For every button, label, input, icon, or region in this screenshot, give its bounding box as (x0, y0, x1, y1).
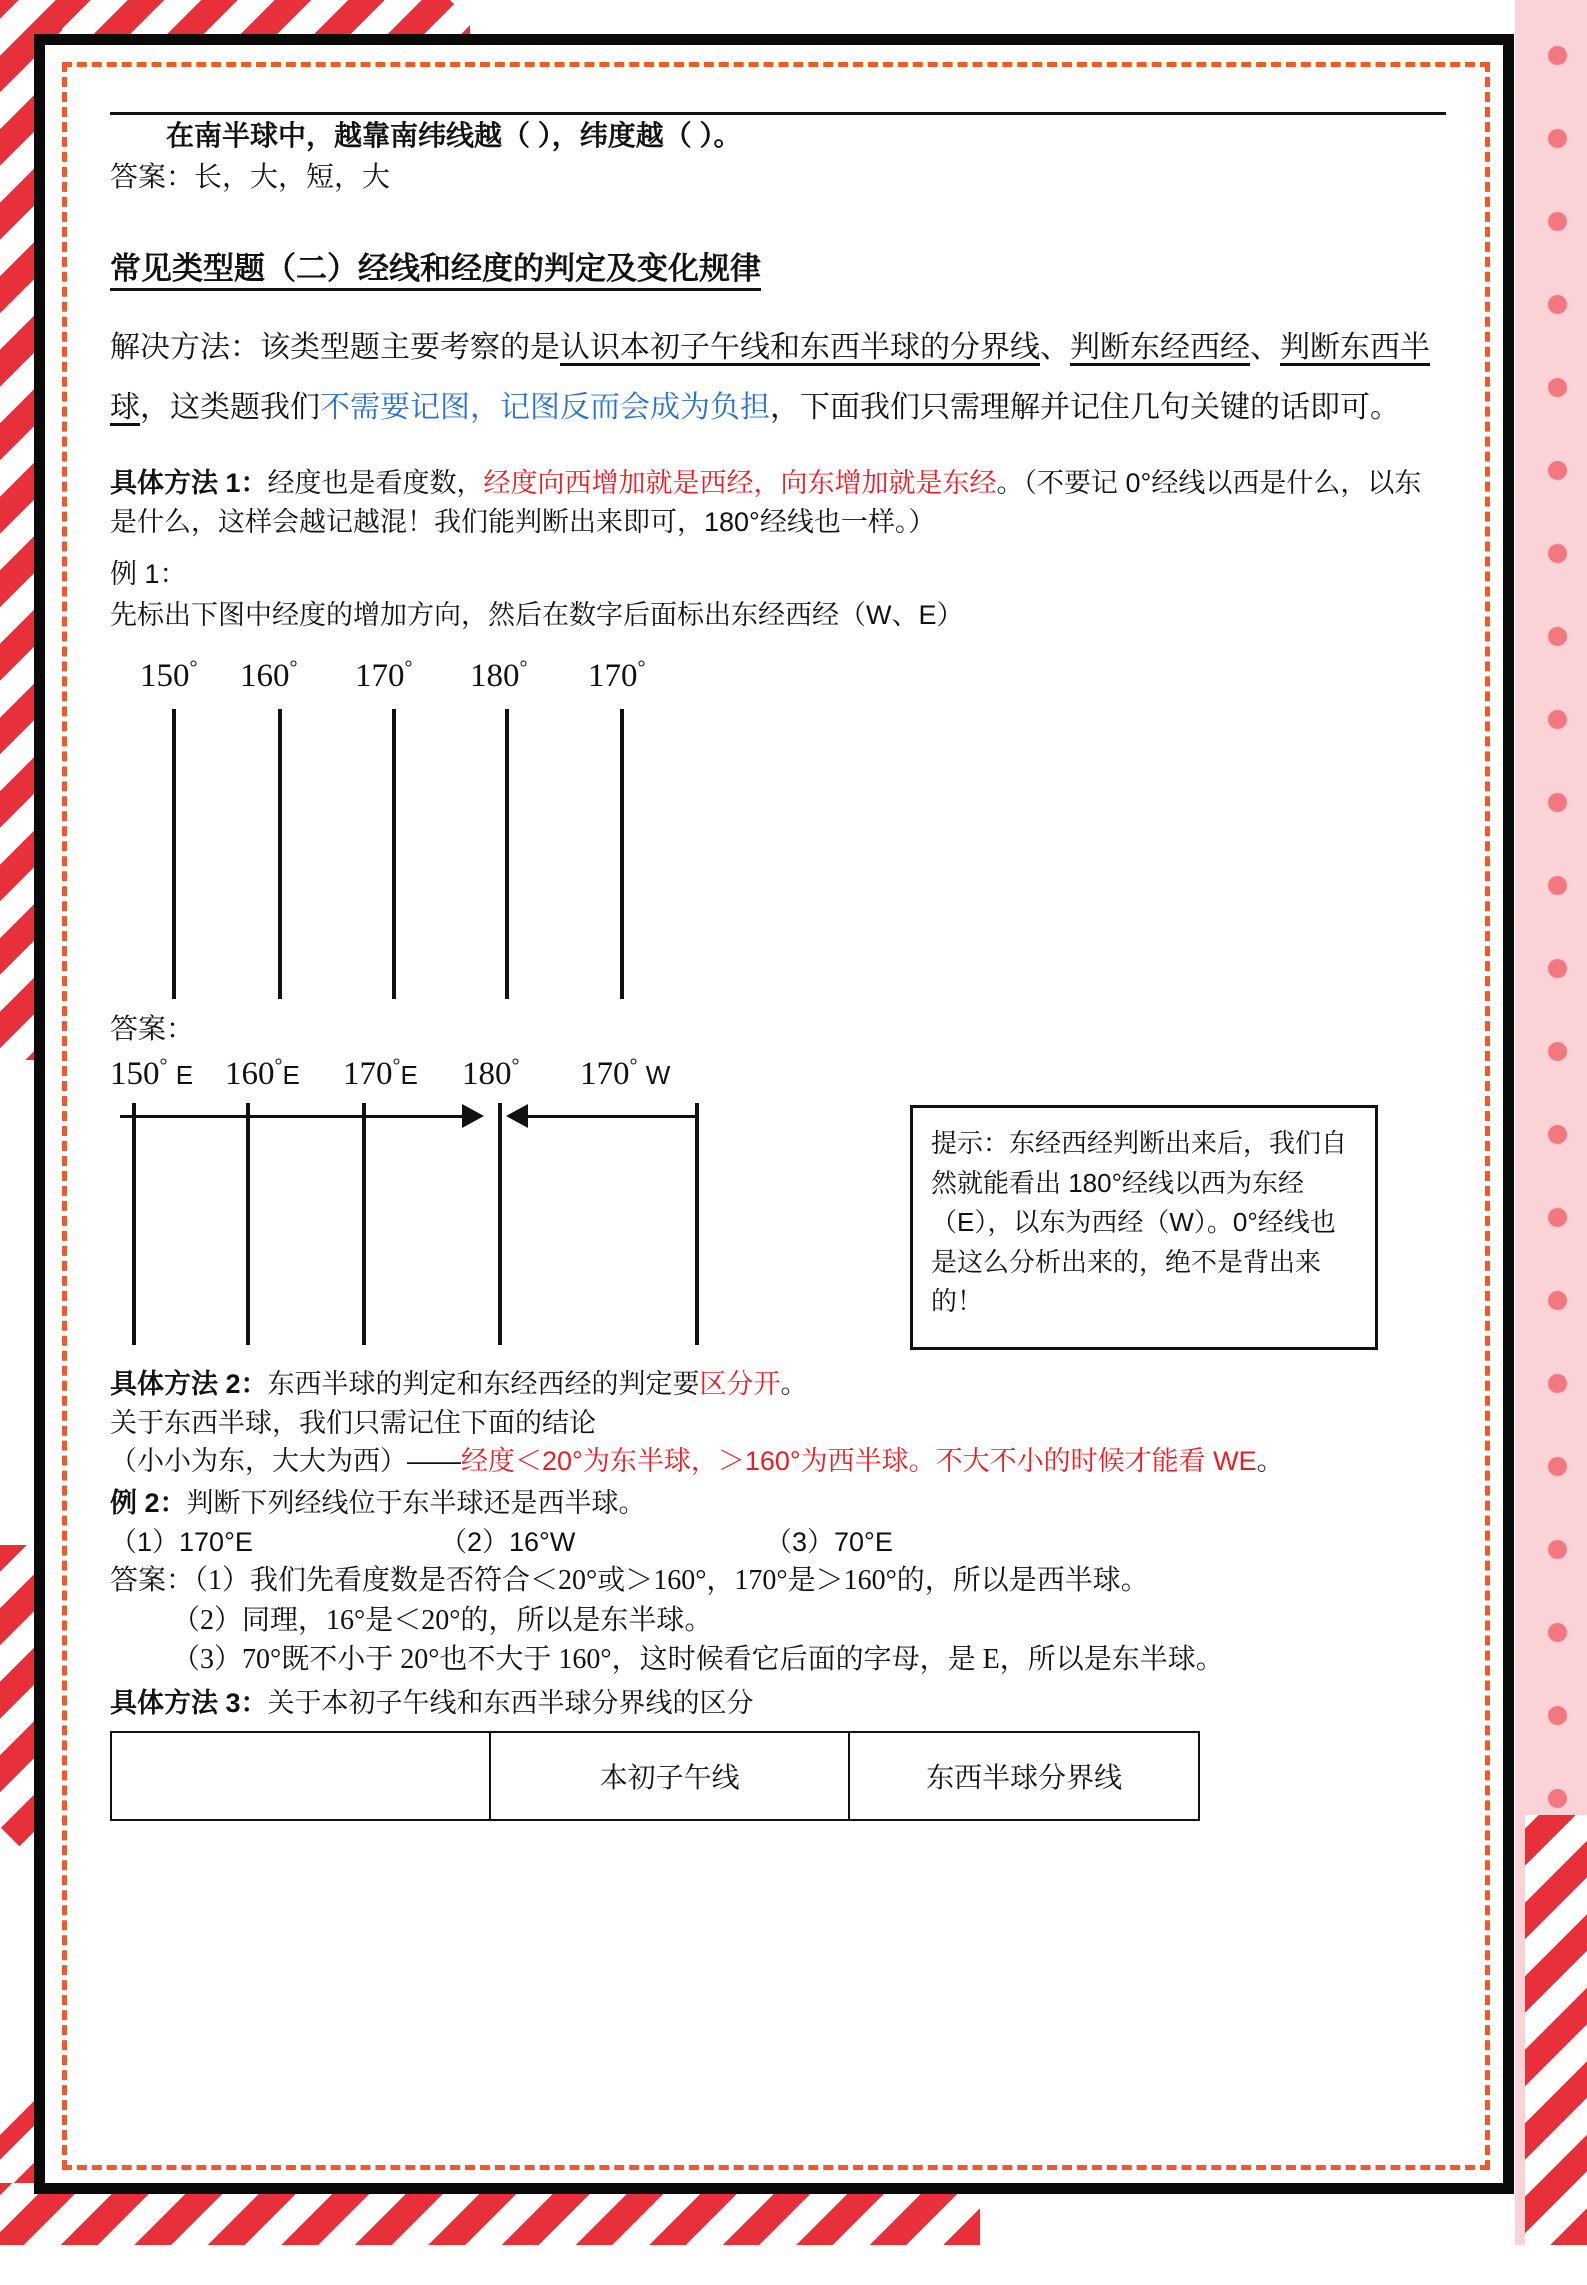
answer-label-3-degree: ° (392, 1055, 401, 1078)
answer-meridian-line-4 (498, 1103, 502, 1345)
document-content (88, 88, 1468, 2148)
table-header-blank (111, 1732, 490, 1820)
solution-part3: ，下面我们只需理解并记住几句关键的话即可。 (770, 391, 1400, 424)
meridian-label-1-value: 150 (140, 658, 190, 695)
meridian-label-1 (140, 657, 198, 695)
meridian-line-1 (172, 709, 176, 999)
meridian-diagram-answer (110, 1055, 1446, 1365)
answer-meridian-line-3 (362, 1103, 366, 1345)
solution-paragraph (110, 318, 1446, 438)
solution-lead: 解决方法： (110, 331, 260, 364)
solution-sep-1: 、 (1040, 331, 1070, 364)
top-answer-line: 答案：长，大，短，大 (110, 162, 391, 193)
table-header-prime-meridian: 本初子午线 (490, 1732, 850, 1820)
example2-item-3: （3）70°E (765, 1526, 893, 1557)
method1-text-before: 经度也是看度数， (267, 468, 484, 498)
solution-underline-3: 判断东西半球 (110, 331, 1430, 424)
solution-part1: 该类型题主要考察的是 (260, 331, 560, 364)
example2-label: 例 2： (110, 1488, 187, 1519)
method1-paragraph (110, 464, 1446, 542)
method2-line2: 关于东西半球，我们只需记住下面的结论 (110, 1407, 596, 1438)
meridian-label-4-degree: ° (519, 657, 528, 680)
example2-prompt: 判断下列经线位于东半球还是西半球。 (186, 1488, 646, 1519)
meridian-label-2-value: 160 (240, 658, 290, 695)
stripe-edge-right-bottom (1525, 1815, 1587, 2245)
example1-label: 例 1： (110, 559, 187, 590)
method1-red-emphasis: 经度向西增加就是西经，向东增加就是东经 (483, 468, 997, 498)
answer-label-5-value: 170 (580, 1056, 630, 1093)
answer-meridian-line-2 (246, 1103, 250, 1345)
direction-axis-right (528, 1115, 698, 1118)
meridian-label-2 (240, 657, 298, 695)
answer-label-4-degree: ° (511, 1055, 520, 1078)
meridian-label-3-degree: ° (404, 657, 413, 680)
method2-paragraph (110, 1365, 1446, 1403)
answer-label-4-value: 180 (462, 1056, 512, 1093)
answer-label-2 (225, 1055, 300, 1093)
solution-sep-2: 、 (1250, 331, 1280, 364)
example2-answer-1: 答案：（1）我们先看度数是否符合＜20°或＞160°，170°是＞160°的，所以是西半球。 (110, 1564, 1149, 1596)
meridian-label-4-value: 180 (470, 658, 520, 695)
solution-underline-2: 判断东经西经 (1070, 331, 1250, 364)
example2-items (110, 1523, 1446, 1561)
example2-answer-2: （2）同理，16°是＜20°的，所以是东半球。 (172, 1604, 713, 1636)
meridian-label-4 (470, 657, 528, 695)
method2-red-emphasis: 区分开 (699, 1369, 781, 1400)
answer-label-2-value: 160 (225, 1056, 275, 1093)
method3-paragraph (110, 1684, 1446, 1722)
solution-blue-emphasis: 不需要记图，记图反而会成为负担 (320, 391, 770, 424)
answer-label-1-dir: E (175, 1060, 194, 1091)
answer-label-4 (462, 1055, 520, 1093)
arrow-right-icon (462, 1104, 484, 1128)
example1-prompt: 先标出下图中经度的增加方向，然后在数字后面标出东经西经（W、E） (110, 599, 964, 630)
table-header-hemisphere-divider: 东西半球分界线 (849, 1732, 1199, 1820)
comparison-table (110, 1731, 1200, 1821)
answer-label-1-degree: ° (159, 1055, 168, 1078)
answer-label-5-degree: ° (629, 1055, 638, 1078)
method2-label: 具体方法 2： (110, 1369, 268, 1400)
section-title: 常见类型题（二）经线和经度的判定及变化规律 (110, 251, 761, 286)
answer-meridian-line-1 (132, 1103, 136, 1345)
answer-label-5 (580, 1055, 670, 1093)
example2-item-1: （1）170°E (110, 1526, 253, 1557)
method2-line3 (110, 1442, 1446, 1480)
method1-text-after: 。（不要记 0°经线以西是什么，以东是什么，这样会越记越混！我们能判断出来即可，180°经线也一样。） (110, 468, 1422, 538)
direction-axis-left (120, 1115, 465, 1118)
answer-label-2-degree: ° (274, 1055, 283, 1078)
method2-line3-tail: 。 (1256, 1445, 1284, 1476)
answer-label-3 (343, 1055, 418, 1093)
hint-box (910, 1105, 1378, 1350)
meridian-label-3-value: 170 (355, 658, 405, 695)
answer-label-5-dir: W (645, 1060, 671, 1091)
method2-line3-red: 经度＜20°为东半球，＞160°为西半球。不大不小的时候才能看 WE (461, 1445, 1257, 1476)
answer-label-2-dir: E (282, 1060, 300, 1091)
top-question-line: 在南半球中，越靠南纬线越（ ），纬度越（ ）。 (166, 120, 742, 151)
answer-label-3-value: 170 (343, 1056, 393, 1093)
hint-box-text: 提示：东经西经判断出来后，我们自然就能看出 180°经线以西为东经（E），以东为西经（W）。0°经线也是这么分析出来的，绝不是背出来的！ (931, 1128, 1348, 1317)
meridian-line-3 (392, 709, 396, 999)
answer-label-1-value: 150 (110, 1056, 160, 1093)
answer-meridian-line-5 (695, 1103, 699, 1345)
section-title-wrap (110, 243, 1446, 288)
method2-line3-black: （小小为东，大大为西）—— (110, 1445, 461, 1476)
arrow-left-icon (506, 1104, 528, 1128)
answer-label-3-dir: E (400, 1060, 418, 1091)
example1-answer-label: 答案： (110, 1014, 195, 1046)
solution-underline-1: 认识本初子午线和东西半球的分界线 (560, 331, 1040, 364)
method1-label: 具体方法 1： (110, 468, 268, 498)
meridian-label-1-degree: ° (189, 657, 198, 680)
method3-label: 具体方法 3： (110, 1688, 268, 1719)
method2-text-after: 。 (780, 1369, 808, 1400)
table-row (111, 1732, 1199, 1820)
example2-answer-3: （3）70°既不小于 20°也不大于 160°，这时候看它后面的字母，是 E，所以是东半球。 (172, 1644, 1224, 1676)
example2-paragraph (110, 1484, 1446, 1522)
solution-part2: ，这类题我们 (140, 391, 320, 424)
meridian-label-3 (355, 657, 413, 695)
example2-item-2: （2）16°W (440, 1526, 576, 1557)
answer-label-1 (110, 1055, 193, 1093)
meridian-line-5 (620, 709, 624, 999)
meridian-line-4 (505, 709, 509, 999)
meridian-diagram-blank (110, 657, 1446, 1009)
meridian-label-5 (588, 657, 646, 695)
method3-text: 关于本初子午线和东西半球分界线的区分 (267, 1688, 754, 1719)
meridian-label-5-degree: ° (637, 657, 646, 680)
meridian-line-2 (278, 709, 282, 999)
meridian-label-2-degree: ° (289, 657, 298, 680)
method2-text-before: 东西半球的判定和东经西经的判定要 (267, 1369, 700, 1400)
meridian-label-5-value: 170 (588, 658, 638, 695)
